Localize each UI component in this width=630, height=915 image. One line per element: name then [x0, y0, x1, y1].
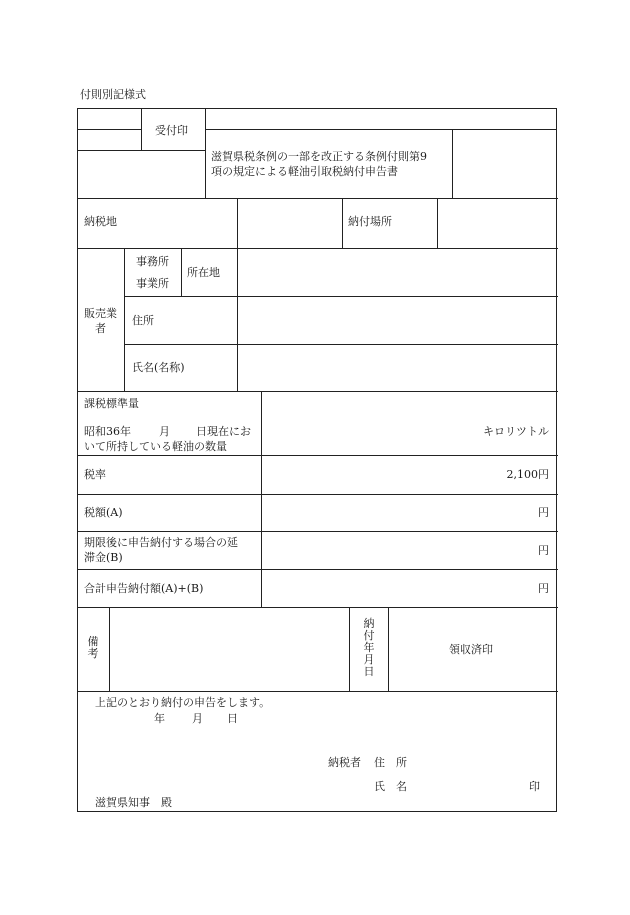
- rule: [388, 607, 389, 691]
- payment-place-value[interactable]: [438, 199, 557, 248]
- form-title-line2: 項の規定による軽油引取税納付申告書: [211, 165, 398, 178]
- tax-place-value[interactable]: [238, 199, 342, 248]
- tax-declaration-form: [77, 108, 557, 812]
- remarks-value[interactable]: [110, 608, 349, 691]
- total-label: 合計申告納付額(A)+(B): [84, 582, 204, 595]
- seal-label: 印: [529, 780, 540, 793]
- form-caption: 付則別記様式: [80, 88, 146, 101]
- late-fee-label-line1: 期限後に申告納付する場合の延: [84, 536, 238, 549]
- declaration-month: 月: [192, 712, 203, 725]
- taxpayer-label: 納税者: [328, 756, 361, 769]
- location-label: 所在地: [187, 266, 220, 279]
- rule: [78, 494, 558, 495]
- seller-label-line2: 者: [95, 322, 106, 335]
- addressee-label: 滋賀県知事 殿: [95, 796, 172, 809]
- tax-amount-unit: 円: [538, 506, 549, 519]
- rule: [78, 391, 558, 392]
- declaration-year: 年: [154, 712, 165, 725]
- tax-base-unit: キロリツトル: [483, 425, 549, 438]
- tax-base-year: 昭和36年: [84, 425, 131, 438]
- rule: [205, 129, 557, 130]
- tax-rate-label: 税率: [84, 468, 106, 481]
- declaration-statement: 上記のとおり納付の申告をします。: [95, 696, 271, 709]
- office-label: 事務所: [136, 255, 169, 268]
- late-fee-label-line2: 滞金(B): [84, 551, 123, 564]
- tax-amount-label: 税額(A): [84, 506, 123, 519]
- received-stamp-label: 領収済印: [449, 643, 493, 656]
- rule: [349, 607, 350, 691]
- rule: [78, 691, 558, 692]
- rule: [78, 150, 205, 151]
- total-unit: 円: [538, 582, 549, 595]
- remarks-label: 備 考: [87, 635, 99, 660]
- tax-place-label: 納税地: [84, 215, 117, 228]
- rule: [141, 109, 142, 150]
- taxpayer-name-label: 氏 名: [374, 780, 407, 793]
- rule: [78, 129, 141, 130]
- name-label: 氏名(名称): [132, 361, 185, 374]
- tax-base-day: 日現在にお: [196, 425, 251, 438]
- name-value[interactable]: [238, 345, 557, 391]
- business-site-label: 事業所: [136, 277, 169, 290]
- rule: [181, 248, 182, 296]
- address-value[interactable]: [238, 297, 557, 344]
- rule: [452, 129, 453, 198]
- late-fee-unit: 円: [538, 544, 549, 557]
- taxpayer-address-label: 住 所: [374, 756, 407, 769]
- rule: [342, 198, 343, 248]
- address-label: 住所: [132, 314, 154, 327]
- payment-date-label: 納 付 年 月 日: [363, 617, 375, 678]
- rule: [124, 248, 125, 391]
- tax-base-heading: 課税標準量: [84, 397, 139, 410]
- rule: [261, 391, 262, 607]
- rule: [78, 531, 558, 532]
- declaration-day: 日: [227, 712, 238, 725]
- tax-base-desc-line2: いて所持している軽油の数量: [84, 440, 227, 453]
- rule: [78, 569, 558, 570]
- receipt-stamp-label: 受付印: [155, 124, 188, 137]
- payment-place-label: 納付場所: [348, 215, 392, 228]
- rule: [78, 455, 558, 456]
- rule: [205, 109, 206, 198]
- form-title-line1: 滋賀県税条例の一部を改正する条例付則第9: [211, 150, 427, 163]
- location-value[interactable]: [238, 249, 557, 296]
- tax-rate-value: 2,100円: [506, 468, 549, 481]
- tax-base-month: 月: [159, 425, 170, 438]
- seller-label-line1: 販売業: [84, 307, 117, 320]
